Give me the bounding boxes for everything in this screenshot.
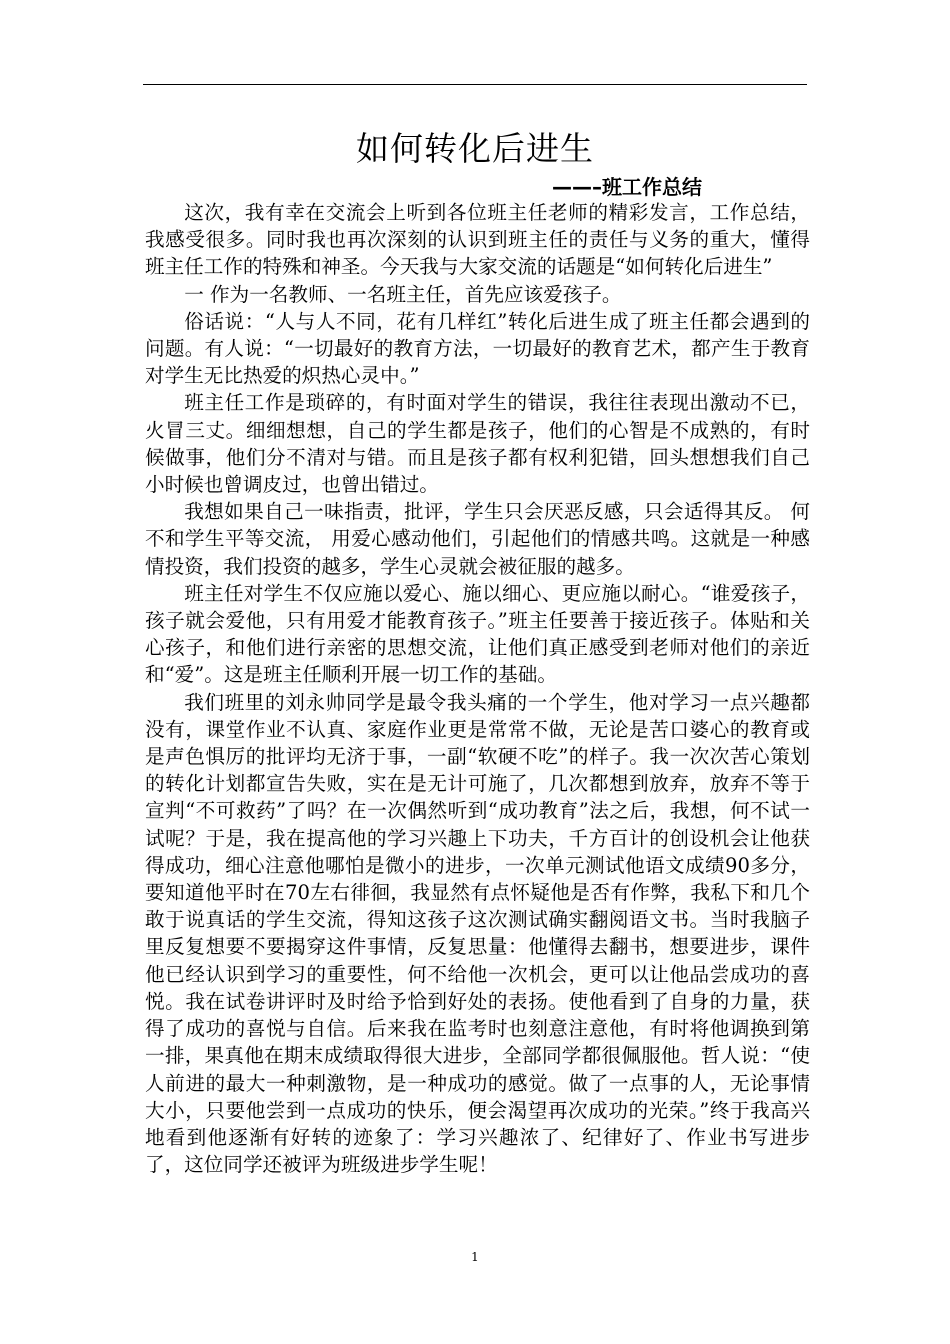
paragraph-patience: 班主任对学生不仅应施以爱心、施以细心、更应施以耐心。“谁爱孩子，孩子就会爱他，只有用爱才能教育孩子。”班主任要善于接近孩子。体贴和关心孩子，和他们进行亲密的思想交流，让他们真正感受到老师对他们的亲近和“爱”。这是班主任顺利开展一切工作的基础。 [145, 581, 810, 687]
document-title: 如何转化后进生 [356, 129, 594, 168]
paragraph-proverb: 俗话说：“人与人不同，花有几样红”转化后进生成了班主任都会遇到的问题。有人说：“一切最好的教育方法，一切最好的教育艺术，都产生于教育对学生无比热爱的炽热心灵中。” [145, 309, 810, 388]
section-heading-1: 一 作为一名教师、一名班主任，首先应该爱孩子。 [184, 282, 622, 306]
document-subtitle: ——–班工作总结 [552, 175, 702, 199]
paragraph-intro: 这次，我有幸在交流会上听到各位班主任老师的精彩发言，工作总结，我感受很多。同时我也再次深刻的认识到班主任的责任与义务的重大，懂得班主任工作的特殊和神圣。今天我与大家交流的话题是“如何转化后进生” [145, 201, 810, 279]
paragraph-communication: 我想如果自己一味指责，批评，学生只会厌恶反感，只会适得其反。 何不和学生平等交流， 用爱心感动他们，引起他们的情感共鸣。这就是一种感情投资，我们投资的越多，学生心灵就会被征服的越多。 [145, 500, 810, 578]
paragraph-reflection: 班主任工作是琐碎的，有时面对学生的错误，我往往表现出激动不已，火冒三丈。细细想想，自己的学生都是孩子，他们的心智是不成熟的，有时候做事，他们分不清对与错。而且是孩子都有权利犯错，回头想想我们自己小时候也曾调皮过，也曾出错过。 [145, 391, 810, 497]
document-body [145, 199, 810, 1178]
header-rule [143, 84, 807, 85]
page-number: 1 [471, 1250, 479, 1264]
paragraph-case-study: 我们班里的刘永帅同学是最令我头痛的一个学生，他对学习一点兴趣都没有，课堂作业不认真、家庭作业更是常常不做，无论是苦口婆心的教育或是声色惧厉的批评均无济于事，一副“软硬不吃”的样子。我一次次苦心策划的转化计划都宣告失败，实在是无计可施了，几次都想到放弃，放弃不等于宣判“不可救药”了吗？在一次偶然听到“成功教育”法之后，我想，何不试一试呢？于是，我在提高他的学习兴趣上下功夫，千方百计的创设机会让他获得成功，细心注意他哪怕是微小的进步，一次单元测试他语文成绩90多分，要知道他平时在70左右徘徊，我显然有点怀疑他是否有作弊，我私下和几个敢于说真话的学生交流，得知这孩子这次测试确实翻阅语文书。当时我脑子里反复想要不要揭穿这件事情，反复思量：他懂得去翻书，想要进步，课件他已经认识到学习的重要性，何不给他一次机会，更可以让他品尝成功的喜悦。我在试卷讲评时及时给予恰到好处的表扬。使他看到了自身的力量，获得了成功的喜悦与自信。后来我在监考时也刻意注意他，有时将他调换到第一排，果真他在期末成绩取得很大进步，全部同学都很佩服他。哲人说：“使人前进的最大一种刺激物，是一种成功的感觉。做了一点事的人，无论事情大小，只要他尝到一点成功的快乐，便会渴望再次成功的光荣。”终于我高兴地看到他逐渐有好转的迹象了：学习兴趣浓了、纪律好了、作业书写进步了，这位同学还被评为班级进步学生呢！ [145, 690, 810, 1177]
